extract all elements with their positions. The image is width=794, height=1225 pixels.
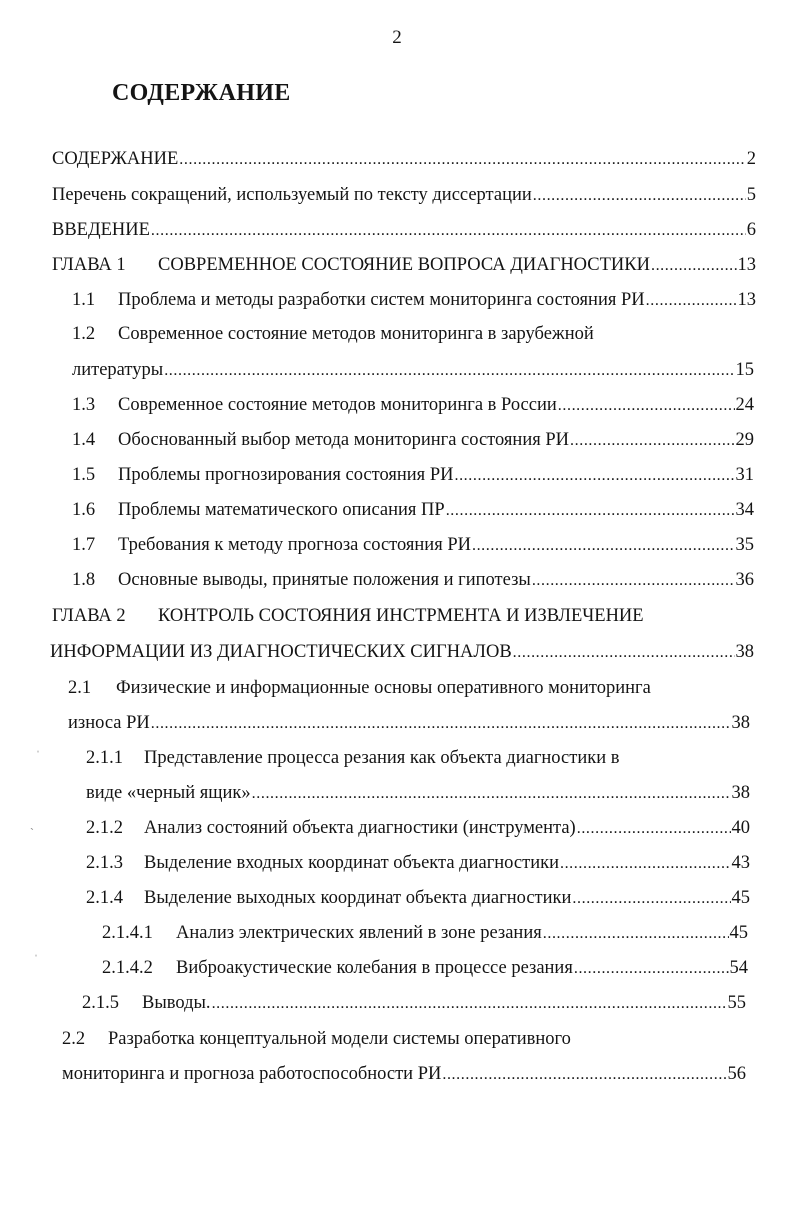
page-number: 2 [392, 27, 402, 48]
toc-entry-title: СОВРЕМЕННОЕ СОСТОЯНИЕ ВОПРОСА ДИАГНОСТИКИ [158, 255, 650, 275]
toc-leader [164, 359, 734, 383]
toc-entry[interactable] [82, 991, 746, 1015]
toc-page-number: 5 [746, 185, 756, 205]
toc-entry-title: Обоснованный выбор метода мониторинга состояния РИ [118, 430, 570, 450]
toc-page-number: 24 [735, 395, 754, 415]
toc-page-number: 45 [729, 923, 748, 943]
toc-entry-title: Проблемы прогнозирования состояния РИ [118, 465, 454, 485]
toc-leader [572, 887, 730, 911]
toc-leader [651, 254, 737, 278]
toc-entry[interactable] [72, 428, 754, 452]
toc-page-number: 36 [735, 570, 754, 590]
toc-entry-number: 1.8 [72, 570, 96, 590]
toc-leader [574, 957, 729, 981]
toc-leader [446, 499, 735, 523]
toc-entry-title: КОНТРОЛЬ СОСТОЯНИЯ ИНСТРМЕНТА И ИЗВЛЕЧЕНИЕ [158, 606, 644, 626]
toc-entry-number: 2.1.4.1 [102, 923, 153, 943]
toc-entry-title: Физические и информационные основы оперативного мониторинга [116, 678, 651, 698]
toc-page-number: 2 [746, 149, 756, 169]
toc-page-number: 43 [731, 853, 750, 873]
toc-entry[interactable] [102, 956, 748, 980]
toc-page-number: 55 [727, 993, 746, 1013]
toc-entry-number: 1.5 [72, 465, 96, 485]
toc-entry-number: 1.4 [72, 430, 96, 450]
toc-leader [533, 184, 746, 208]
toc-leader [151, 219, 746, 243]
page-title: СОДЕРЖАНИЕ [112, 80, 291, 106]
toc-leader [513, 641, 735, 665]
toc-leader [532, 569, 735, 593]
toc-entry-number: 1.1 [72, 290, 96, 310]
toc-entry-title-cont: литературы [72, 360, 164, 380]
toc-entry-number: 2.2 [62, 1029, 86, 1049]
toc-entry-title: Перечень сокращений, используемый по тексту диссертации [52, 185, 532, 205]
toc-leader [179, 148, 745, 172]
toc-entry-number: 2.1.5 [82, 993, 119, 1013]
toc-page-number: 45 [731, 888, 750, 908]
toc-page-number: 6 [746, 220, 756, 240]
toc-leader [543, 922, 729, 946]
toc-page-number: 15 [735, 360, 754, 380]
scan-mark: ˈ [36, 748, 40, 762]
toc-page-number: 29 [735, 430, 754, 450]
toc-page-number: 38 [731, 783, 750, 803]
toc-entry-title-cont: ИНФОРМАЦИИ ИЗ ДИАГНОСТИЧЕСКИХ СИГНАЛОВ [50, 642, 512, 662]
toc-entry-number: ГЛАВА 1 [52, 255, 126, 275]
toc-entry[interactable] [72, 322, 594, 346]
toc-entry-number: 2.1 [68, 678, 92, 698]
toc-entry-continuation[interactable] [68, 711, 750, 735]
toc-entry-title-cont: мониторинга и прогноза работоспособности РИ [62, 1064, 442, 1084]
toc-leader [570, 429, 734, 453]
toc-page-number: 38 [731, 713, 750, 733]
toc-entry[interactable] [86, 816, 750, 840]
toc-entry-title: Выделение выходных координат объекта диагностики [144, 888, 572, 908]
toc-entry[interactable] [72, 463, 754, 487]
toc-entry[interactable] [52, 218, 756, 242]
toc-entry-title-cont: виде «черный ящик» [86, 783, 251, 803]
toc-entry-title: Виброакустические колебания в процессе резания [176, 958, 573, 978]
toc-entry[interactable] [86, 746, 619, 770]
toc-entry-title-cont: износа РИ [68, 713, 150, 733]
scan-mark: ˴ [30, 820, 34, 834]
toc-entry-title: Анализ электрических явлений в зоне резания [176, 923, 542, 943]
toc-entry-title: Основные выводы, принятые положения и гипотезы [118, 570, 531, 590]
toc-entry[interactable] [72, 498, 754, 522]
toc-entry-title: Выделение входных координат объекта диагностики [144, 853, 559, 873]
toc-entry-number: 1.2 [72, 324, 96, 344]
toc-page-number: 13 [737, 290, 756, 310]
toc-entry-title: Современное состояние методов мониторинга в России [118, 395, 557, 415]
toc-entry[interactable] [102, 921, 748, 945]
toc-entry-number: ГЛАВА 2 [52, 606, 126, 626]
toc-leader [442, 1063, 726, 1087]
toc-entry-title: Проблема и методы разработки систем мониторинга состояния РИ [118, 290, 645, 310]
toc-entry-title: Современное состояние методов мониторинга в зарубежной [118, 324, 594, 344]
toc-entry-number: 1.6 [72, 500, 96, 520]
toc-entry-title: Выводы. [142, 993, 211, 1013]
toc-entry-number: 2.1.3 [86, 853, 123, 873]
toc-entry[interactable] [52, 183, 756, 207]
toc-page-number: 31 [735, 465, 754, 485]
toc-page-number: 54 [729, 958, 748, 978]
toc-entry-number: 2.1.1 [86, 748, 123, 768]
toc-entry-title: ВВЕДЕНИЕ [52, 220, 150, 240]
toc-entry-continuation[interactable] [62, 1062, 746, 1086]
toc-entry-chapter[interactable] [52, 604, 644, 628]
toc-entry-chapter[interactable] [52, 253, 756, 277]
toc-leader [646, 289, 737, 313]
toc-entry[interactable] [72, 393, 754, 417]
toc-entry[interactable] [72, 568, 754, 592]
toc-entry-title: Разработка концептуальной модели системы оперативного [108, 1029, 571, 1049]
toc-entry-continuation[interactable] [72, 358, 754, 382]
toc-leader [560, 852, 731, 876]
toc-entry-title: СОДЕРЖАНИЕ [52, 149, 179, 169]
toc-entry-title: Требования к методу прогноза состояния РИ [118, 535, 471, 555]
toc-entry-title: Проблемы математического описания ПР [118, 500, 445, 520]
toc-leader [558, 394, 735, 418]
toc-entry-number: 2.1.4.2 [102, 958, 153, 978]
scan-mark: ˈ [34, 952, 38, 966]
toc-entry[interactable] [72, 533, 754, 557]
toc-leader [151, 712, 731, 736]
toc-page-number: 40 [731, 818, 750, 838]
toc-entry-number: 1.3 [72, 395, 96, 415]
toc-leader [577, 817, 731, 841]
toc-leader [472, 534, 735, 558]
toc-entry[interactable] [86, 886, 750, 910]
toc-entry[interactable] [72, 288, 756, 312]
toc-entry-number: 2.1.2 [86, 818, 123, 838]
toc-entry-title: Представление процесса резания как объекта диагностики в [144, 748, 620, 768]
toc-entry-number: 1.7 [72, 535, 96, 555]
toc-entry[interactable] [86, 851, 750, 875]
toc-entry-number: 2.1.4 [86, 888, 123, 908]
toc-page-number: 35 [735, 535, 754, 555]
toc-leader [252, 782, 731, 806]
toc-entry-title: Анализ состояний объекта диагностики (инструмента) [144, 818, 576, 838]
toc-page-number: 38 [735, 642, 754, 662]
toc-entry-continuation[interactable] [50, 640, 754, 664]
toc-entry[interactable] [68, 676, 651, 700]
toc-entry[interactable] [52, 147, 756, 171]
toc-entry[interactable] [62, 1027, 571, 1051]
toc-leader [454, 464, 734, 488]
toc-page-number: 13 [737, 255, 756, 275]
toc-page-number: 56 [727, 1064, 746, 1084]
toc-page-number: 34 [735, 500, 754, 520]
toc-leader [212, 992, 727, 1016]
toc-entry-continuation[interactable] [86, 781, 750, 805]
